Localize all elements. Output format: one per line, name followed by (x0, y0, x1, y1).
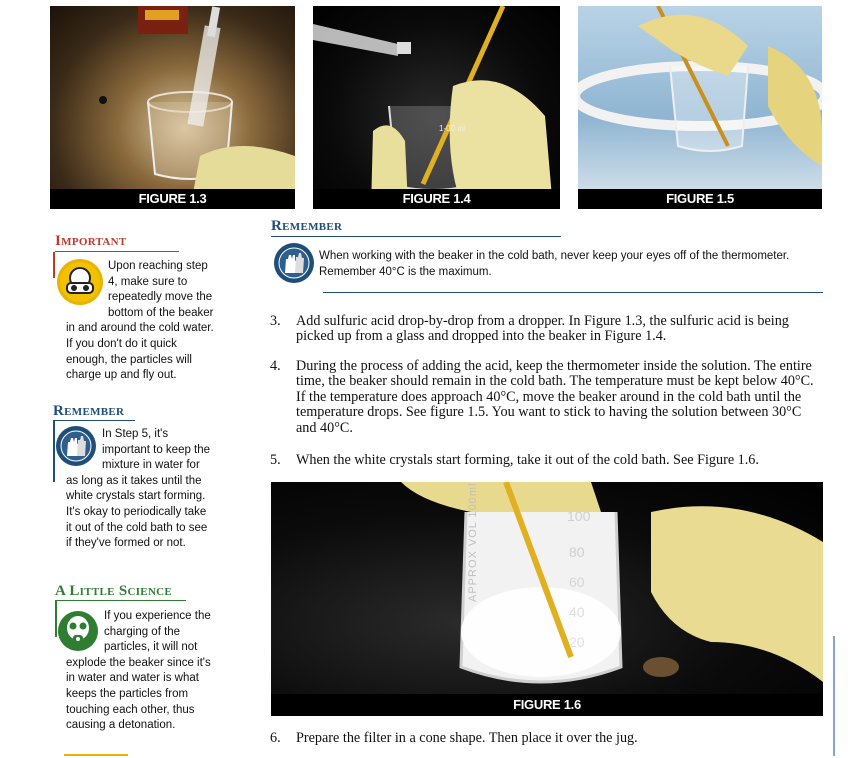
important-title-underline (55, 251, 179, 252)
remember-main-title: Remember (271, 218, 343, 234)
step-3 (270, 314, 815, 348)
figure-1-5-caption: FIGURE 1.5 (578, 189, 822, 209)
step-6-number: 6. (270, 730, 281, 746)
step-5-text: When the white crystals start forming, take it out of the cold bath. See Figure 1.6. (296, 452, 759, 468)
figure-1-4-beaker-mark: 1-00 ml (439, 124, 466, 133)
figure-1-4-photo (313, 6, 560, 209)
figure-1-5-photo (578, 6, 822, 209)
remember-sidebar-title: Remember (53, 403, 125, 419)
figure-1-6-mark-100: 100 (567, 508, 591, 524)
remember-sidebar-body: In Step 5, it's important to keep the mixture in water for as long as it takes until the white crystals start forming. It's okay to periodically take it out of the cold bath to see if they've formed or not. (66, 428, 211, 550)
step-6 (270, 731, 815, 749)
remember-main-bottom-rule (323, 292, 823, 293)
figure-1-6-beaker-text: APPROX VOL 100ml (467, 482, 479, 602)
sidebar-bottom-rule (64, 754, 128, 756)
important-left-bar (53, 252, 55, 278)
important-text (66, 259, 216, 384)
remember-sidebar-left-bar (53, 420, 55, 482)
science-left-bar (55, 601, 57, 637)
step-5-number: 5. (270, 452, 281, 468)
science-title: A Little Science (55, 583, 173, 599)
right-margin-rule (833, 636, 835, 756)
gloves-icon (274, 243, 314, 283)
figure-1-6-photo (271, 482, 823, 716)
figure-1-4 (313, 6, 560, 209)
figure-1-3-photo (50, 6, 295, 209)
figure-1-6-mark-80: 80 (569, 544, 585, 560)
remember-sidebar-underline (53, 420, 135, 421)
step-3-text: Add sulfuric acid drop-by-drop from a dropper. In Figure 1.3, the sulfuric acid is being picked up from a glass and dropped into the beaker in Figure 1.4. (296, 313, 789, 345)
science-body: If you experience the charging of the particles, it will not explode the beaker since it's in water and water is what keeps the particles from touching each other, thus causing a detonation. (66, 610, 211, 732)
step-4-number: 4. (270, 358, 281, 374)
remember-main-underline (271, 236, 561, 237)
step-4 (270, 359, 815, 441)
important-body: Upon reaching step 4, make sure to repeatedly move the bottom of the beaker in and around the cold water. If you don't do it quick enough, the particles will charge up and fly out. (66, 260, 214, 382)
figure-1-6-mark-60: 60 (569, 574, 585, 590)
remember-main-text: When working with the beaker in the cold bath, never keep your eyes off of the thermometer. Remember 40°C is the maximum. (319, 250, 790, 278)
figure-1-4-caption: FIGURE 1.4 (313, 189, 560, 209)
figure-1-3 (50, 6, 295, 209)
important-title: Important (55, 233, 127, 249)
figure-1-6-mark-40: 40 (569, 604, 585, 620)
figure-1-6 (271, 482, 823, 716)
figure-1-6-caption: FIGURE 1.6 (271, 694, 823, 716)
science-text (66, 609, 214, 734)
remember-sidebar-text (66, 427, 214, 552)
figure-1-6-mark-20: 20 (569, 634, 585, 650)
figure-1-5 (578, 6, 822, 209)
step-5 (270, 453, 830, 471)
science-title-underline (55, 600, 186, 601)
step-4-text: During the process of adding the acid, keep the thermometer inside the solution. The entire time, the beaker should remain in the cold bath. The temperature must be kept below 40°C. If the temperature does approach 40°C, move the beaker around in the cold bath until the temperature drops. See figure 1.5. You want to stick to having the solution between 30°C and 40°C. (296, 358, 814, 436)
step-6-text: Prepare the filter in a cone shape. Then place it over the jug. (296, 730, 638, 746)
figure-1-3-caption: FIGURE 1.3 (50, 189, 295, 209)
step-3-number: 3. (270, 313, 281, 329)
